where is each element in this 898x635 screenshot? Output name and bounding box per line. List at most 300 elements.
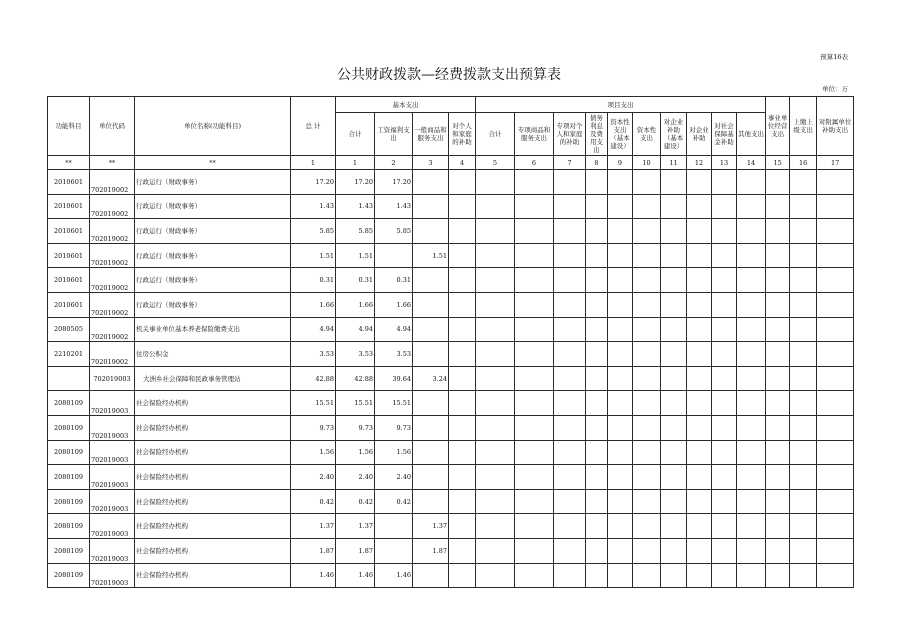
column-group-project-expenditure: 项目支出 bbox=[476, 97, 766, 113]
cell-enterprise bbox=[687, 219, 712, 244]
cell-enterprise-construction bbox=[661, 538, 687, 563]
cell-unit-name: 行政运行（财政事务） bbox=[135, 170, 291, 195]
cell-unit-name: 行政运行（财政事务） bbox=[135, 268, 291, 293]
table-row bbox=[48, 268, 854, 293]
cell-special-goods bbox=[515, 489, 554, 514]
cell-capital bbox=[633, 243, 661, 268]
cell-unit-name: 社会保险经办机构 bbox=[135, 514, 291, 539]
cell-enterprise-construction bbox=[661, 391, 687, 416]
unit-note: 单位：万 bbox=[822, 85, 848, 93]
cell-debt-interest bbox=[586, 170, 608, 195]
column-header-other: 其他支出 bbox=[737, 113, 766, 156]
cell-subsidiary-subsidy bbox=[817, 538, 854, 563]
column-index-cell: 1 bbox=[336, 156, 375, 170]
cell-basic-total: 1.66 bbox=[336, 292, 375, 317]
column-header-special-personal: 专项对个人和家庭的补助 bbox=[554, 113, 586, 156]
cell-debt-interest bbox=[586, 243, 608, 268]
cell-func-subject: 2080505 bbox=[48, 317, 90, 342]
cell-social-security-fund bbox=[712, 366, 737, 391]
column-header-capital-construction: 资本性支出（基本建设） bbox=[608, 113, 633, 156]
cell-unit-code: 702019003 bbox=[90, 563, 135, 588]
cell-enterprise bbox=[687, 391, 712, 416]
cell-salary-welfare: 1.46 bbox=[375, 563, 413, 588]
cell-capital-construction bbox=[608, 538, 633, 563]
cell-project-total bbox=[476, 489, 515, 514]
cell-project-total bbox=[476, 391, 515, 416]
cell-project-total bbox=[476, 268, 515, 293]
cell-func-subject: 2080109 bbox=[48, 514, 90, 539]
cell-business-operation bbox=[766, 342, 790, 367]
cell-other bbox=[737, 415, 766, 440]
cell-unit-code: 702019003 bbox=[90, 465, 135, 490]
cell-enterprise bbox=[687, 440, 712, 465]
cell-social-security-fund bbox=[712, 194, 737, 219]
column-header-enterprise: 对企业补助 bbox=[687, 113, 712, 156]
cell-unit-name: 社会保险经办机构 bbox=[135, 440, 291, 465]
cell-social-security-fund bbox=[712, 292, 737, 317]
cell-business-operation bbox=[766, 219, 790, 244]
cell-salary-welfare: 0.42 bbox=[375, 489, 413, 514]
cell-social-security-fund bbox=[712, 170, 737, 195]
column-index-cell: 9 bbox=[608, 156, 633, 170]
cell-func-subject: 2010601 bbox=[48, 292, 90, 317]
cell-personal-family bbox=[449, 243, 476, 268]
cell-enterprise bbox=[687, 538, 712, 563]
cell-business-operation bbox=[766, 194, 790, 219]
cell-total: 5.85 bbox=[291, 219, 336, 244]
cell-project-total bbox=[476, 219, 515, 244]
cell-enterprise-construction bbox=[661, 465, 687, 490]
cell-capital-construction bbox=[608, 317, 633, 342]
column-header-enterprise-construction: 对企业补助（基本建设） bbox=[661, 113, 687, 156]
cell-salary-welfare: 9.73 bbox=[375, 415, 413, 440]
column-header-total: 总 计 bbox=[291, 97, 336, 156]
cell-project-total bbox=[476, 465, 515, 490]
cell-subsidiary-subsidy bbox=[817, 391, 854, 416]
cell-personal-family bbox=[449, 170, 476, 195]
cell-total: 0.31 bbox=[291, 268, 336, 293]
table-row bbox=[48, 391, 854, 416]
cell-other bbox=[737, 342, 766, 367]
cell-basic-total: 5.85 bbox=[336, 219, 375, 244]
budget-table bbox=[47, 96, 854, 588]
cell-salary-welfare: 0.31 bbox=[375, 268, 413, 293]
cell-debt-interest bbox=[586, 415, 608, 440]
cell-goods-services: 1.37 bbox=[413, 514, 449, 539]
cell-special-goods bbox=[515, 440, 554, 465]
cell-remit-superior bbox=[790, 391, 817, 416]
cell-business-operation bbox=[766, 514, 790, 539]
cell-personal-family bbox=[449, 391, 476, 416]
cell-special-goods bbox=[515, 268, 554, 293]
cell-special-personal bbox=[554, 292, 586, 317]
cell-salary-welfare: 5.85 bbox=[375, 219, 413, 244]
column-index-cell: 6 bbox=[515, 156, 554, 170]
cell-subsidiary-subsidy bbox=[817, 465, 854, 490]
table-row bbox=[48, 465, 854, 490]
cell-goods-services bbox=[413, 415, 449, 440]
cell-social-security-fund bbox=[712, 391, 737, 416]
cell-personal-family bbox=[449, 219, 476, 244]
cell-capital-construction bbox=[608, 219, 633, 244]
cell-special-personal bbox=[554, 219, 586, 244]
cell-enterprise-construction bbox=[661, 194, 687, 219]
cell-basic-total: 1.87 bbox=[336, 538, 375, 563]
cell-business-operation bbox=[766, 489, 790, 514]
cell-debt-interest bbox=[586, 465, 608, 490]
cell-special-personal bbox=[554, 415, 586, 440]
cell-subsidiary-subsidy bbox=[817, 440, 854, 465]
table-row bbox=[48, 170, 854, 195]
cell-debt-interest bbox=[586, 366, 608, 391]
cell-basic-total: 15.51 bbox=[336, 391, 375, 416]
cell-subsidiary-subsidy bbox=[817, 170, 854, 195]
cell-debt-interest bbox=[586, 268, 608, 293]
cell-other bbox=[737, 243, 766, 268]
cell-unit-code: 702019002 bbox=[90, 243, 135, 268]
cell-unit-name: 社会保险经办机构 bbox=[135, 415, 291, 440]
cell-other bbox=[737, 194, 766, 219]
cell-capital-construction bbox=[608, 366, 633, 391]
cell-total: 4.94 bbox=[291, 317, 336, 342]
cell-enterprise-construction bbox=[661, 170, 687, 195]
column-index-cell: 12 bbox=[687, 156, 712, 170]
table-row bbox=[48, 342, 854, 367]
cell-special-goods bbox=[515, 465, 554, 490]
column-header-goods-services: 一般商品和服务支出 bbox=[413, 113, 449, 156]
cell-special-personal bbox=[554, 243, 586, 268]
cell-salary-welfare: 2.40 bbox=[375, 465, 413, 490]
cell-remit-superior bbox=[790, 489, 817, 514]
cell-subsidiary-subsidy bbox=[817, 243, 854, 268]
cell-total: 1.56 bbox=[291, 440, 336, 465]
cell-capital bbox=[633, 317, 661, 342]
cell-enterprise bbox=[687, 465, 712, 490]
cell-business-operation bbox=[766, 391, 790, 416]
cell-social-security-fund bbox=[712, 538, 737, 563]
table-row bbox=[48, 563, 854, 588]
cell-personal-family bbox=[449, 194, 476, 219]
cell-basic-total: 1.46 bbox=[336, 563, 375, 588]
cell-personal-family bbox=[449, 366, 476, 391]
cell-social-security-fund bbox=[712, 243, 737, 268]
cell-unit-name: 社会保险经办机构 bbox=[135, 538, 291, 563]
cell-unit-name: 社会保险经办机构 bbox=[135, 563, 291, 588]
cell-other bbox=[737, 219, 766, 244]
cell-salary-welfare: 15.51 bbox=[375, 391, 413, 416]
cell-social-security-fund bbox=[712, 342, 737, 367]
column-index-cell: ** bbox=[135, 156, 291, 170]
cell-salary-welfare: 1.56 bbox=[375, 440, 413, 465]
cell-personal-family bbox=[449, 489, 476, 514]
cell-other bbox=[737, 514, 766, 539]
column-index-cell: 7 bbox=[554, 156, 586, 170]
cell-goods-services bbox=[413, 194, 449, 219]
cell-special-personal bbox=[554, 268, 586, 293]
cell-special-personal bbox=[554, 465, 586, 490]
cell-goods-services bbox=[413, 563, 449, 588]
cell-other bbox=[737, 563, 766, 588]
cell-func-subject: 2080109 bbox=[48, 440, 90, 465]
column-header-unit-name: 单位名称(功能科目) bbox=[135, 97, 291, 156]
column-index-cell: ** bbox=[90, 156, 135, 170]
cell-unit-name: 大洲乡社会保障和民政事务管理站 bbox=[135, 366, 291, 391]
cell-enterprise bbox=[687, 292, 712, 317]
table-row bbox=[48, 489, 854, 514]
cell-capital bbox=[633, 268, 661, 293]
column-index-cell: ** bbox=[48, 156, 90, 170]
cell-func-subject: 2080109 bbox=[48, 391, 90, 416]
cell-unit-name: 行政运行（财政事务） bbox=[135, 292, 291, 317]
cell-enterprise bbox=[687, 170, 712, 195]
cell-func-subject: 2010601 bbox=[48, 268, 90, 293]
cell-func-subject: 2210201 bbox=[48, 342, 90, 367]
cell-other bbox=[737, 292, 766, 317]
cell-enterprise bbox=[687, 489, 712, 514]
cell-remit-superior bbox=[790, 415, 817, 440]
cell-debt-interest bbox=[586, 317, 608, 342]
cell-salary-welfare: 4.94 bbox=[375, 317, 413, 342]
cell-unit-code: 702019003 bbox=[90, 366, 135, 391]
cell-debt-interest bbox=[586, 194, 608, 219]
cell-project-total bbox=[476, 317, 515, 342]
cell-business-operation bbox=[766, 563, 790, 588]
cell-salary-welfare: 3.53 bbox=[375, 342, 413, 367]
cell-salary-welfare bbox=[375, 514, 413, 539]
cell-other bbox=[737, 465, 766, 490]
cell-goods-services bbox=[413, 292, 449, 317]
column-header-func-subject: 功能科目 bbox=[48, 97, 90, 156]
cell-business-operation bbox=[766, 268, 790, 293]
cell-capital-construction bbox=[608, 440, 633, 465]
column-index-cell: 17 bbox=[817, 156, 854, 170]
cell-enterprise-construction bbox=[661, 342, 687, 367]
cell-special-personal bbox=[554, 194, 586, 219]
column-header-capital: 资本性支出 bbox=[633, 113, 661, 156]
column-index-cell: 13 bbox=[712, 156, 737, 170]
cell-debt-interest bbox=[586, 514, 608, 539]
cell-capital bbox=[633, 219, 661, 244]
cell-subsidiary-subsidy bbox=[817, 194, 854, 219]
table-row bbox=[48, 415, 854, 440]
cell-func-subject: 2010601 bbox=[48, 219, 90, 244]
cell-goods-services bbox=[413, 219, 449, 244]
cell-unit-name: 行政运行（财政事务） bbox=[135, 194, 291, 219]
cell-special-goods bbox=[515, 538, 554, 563]
cell-capital-construction bbox=[608, 415, 633, 440]
cell-business-operation bbox=[766, 415, 790, 440]
column-header-special-goods: 专项商品和服务支出 bbox=[515, 113, 554, 156]
cell-func-subject bbox=[48, 366, 90, 391]
cell-enterprise bbox=[687, 268, 712, 293]
cell-special-personal bbox=[554, 391, 586, 416]
cell-business-operation bbox=[766, 538, 790, 563]
cell-salary-welfare: 1.66 bbox=[375, 292, 413, 317]
cell-unit-code: 702019003 bbox=[90, 489, 135, 514]
cell-goods-services: 1.87 bbox=[413, 538, 449, 563]
cell-total: 1.66 bbox=[291, 292, 336, 317]
cell-enterprise bbox=[687, 194, 712, 219]
cell-subsidiary-subsidy bbox=[817, 366, 854, 391]
column-header-personal-family: 对个人和家庭的补助 bbox=[449, 113, 476, 156]
table-row bbox=[48, 514, 854, 539]
cell-basic-total: 0.31 bbox=[336, 268, 375, 293]
cell-total: 0.42 bbox=[291, 489, 336, 514]
cell-project-total bbox=[476, 514, 515, 539]
cell-unit-name: 社会保险经办机构 bbox=[135, 391, 291, 416]
cell-social-security-fund bbox=[712, 465, 737, 490]
cell-social-security-fund bbox=[712, 489, 737, 514]
cell-remit-superior bbox=[790, 292, 817, 317]
header-row-index bbox=[48, 156, 854, 170]
column-index-cell: 4 bbox=[449, 156, 476, 170]
cell-other bbox=[737, 538, 766, 563]
cell-social-security-fund bbox=[712, 415, 737, 440]
cell-enterprise-construction bbox=[661, 489, 687, 514]
cell-func-subject: 2010601 bbox=[48, 243, 90, 268]
cell-social-security-fund bbox=[712, 563, 737, 588]
cell-special-personal bbox=[554, 563, 586, 588]
cell-unit-code: 702019002 bbox=[90, 317, 135, 342]
cell-project-total bbox=[476, 440, 515, 465]
cell-remit-superior bbox=[790, 243, 817, 268]
cell-enterprise-construction bbox=[661, 317, 687, 342]
column-index-cell: 16 bbox=[790, 156, 817, 170]
cell-unit-code: 702019002 bbox=[90, 268, 135, 293]
cell-capital-construction bbox=[608, 563, 633, 588]
cell-unit-code: 702019002 bbox=[90, 194, 135, 219]
cell-project-total bbox=[476, 415, 515, 440]
cell-project-total bbox=[476, 194, 515, 219]
cell-debt-interest bbox=[586, 391, 608, 416]
column-index-cell: 8 bbox=[586, 156, 608, 170]
cell-capital bbox=[633, 415, 661, 440]
cell-special-goods bbox=[515, 292, 554, 317]
cell-basic-total: 42.88 bbox=[336, 366, 375, 391]
cell-goods-services: 1.51 bbox=[413, 243, 449, 268]
cell-subsidiary-subsidy bbox=[817, 292, 854, 317]
cell-unit-name: 社会保险经办机构 bbox=[135, 489, 291, 514]
cell-project-total bbox=[476, 538, 515, 563]
cell-unit-code: 702019002 bbox=[90, 219, 135, 244]
cell-total: 2.40 bbox=[291, 465, 336, 490]
cell-capital bbox=[633, 170, 661, 195]
cell-unit-code: 702019003 bbox=[90, 440, 135, 465]
cell-remit-superior bbox=[790, 219, 817, 244]
cell-total: 1.46 bbox=[291, 563, 336, 588]
cell-enterprise bbox=[687, 366, 712, 391]
cell-capital bbox=[633, 514, 661, 539]
cell-subsidiary-subsidy bbox=[817, 317, 854, 342]
cell-basic-total: 17.20 bbox=[336, 170, 375, 195]
cell-subsidiary-subsidy bbox=[817, 219, 854, 244]
cell-project-total bbox=[476, 292, 515, 317]
cell-personal-family bbox=[449, 538, 476, 563]
cell-special-personal bbox=[554, 170, 586, 195]
cell-business-operation bbox=[766, 440, 790, 465]
cell-subsidiary-subsidy bbox=[817, 268, 854, 293]
cell-basic-total: 4.94 bbox=[336, 317, 375, 342]
cell-business-operation bbox=[766, 465, 790, 490]
column-header-salary-welfare: 工资福利支出 bbox=[375, 113, 413, 156]
cell-enterprise-construction bbox=[661, 415, 687, 440]
cell-basic-total: 2.40 bbox=[336, 465, 375, 490]
cell-capital bbox=[633, 489, 661, 514]
cell-enterprise-construction bbox=[661, 292, 687, 317]
cell-salary-welfare bbox=[375, 243, 413, 268]
cell-basic-total: 3.53 bbox=[336, 342, 375, 367]
cell-special-personal bbox=[554, 440, 586, 465]
table-header bbox=[48, 97, 854, 170]
cell-subsidiary-subsidy bbox=[817, 342, 854, 367]
cell-salary-welfare: 17.20 bbox=[375, 170, 413, 195]
cell-enterprise bbox=[687, 243, 712, 268]
cell-capital bbox=[633, 292, 661, 317]
cell-special-personal bbox=[554, 489, 586, 514]
cell-business-operation bbox=[766, 170, 790, 195]
cell-capital bbox=[633, 465, 661, 490]
cell-goods-services bbox=[413, 391, 449, 416]
cell-unit-name: 住房公积金 bbox=[135, 342, 291, 367]
cell-unit-name: 社会保险经办机构 bbox=[135, 465, 291, 490]
cell-special-goods bbox=[515, 194, 554, 219]
cell-basic-total: 1.56 bbox=[336, 440, 375, 465]
cell-enterprise bbox=[687, 514, 712, 539]
cell-special-goods bbox=[515, 366, 554, 391]
cell-capital-construction bbox=[608, 342, 633, 367]
cell-total: 1.51 bbox=[291, 243, 336, 268]
cell-special-goods bbox=[515, 391, 554, 416]
cell-total: 1.87 bbox=[291, 538, 336, 563]
column-index-cell: 14 bbox=[737, 156, 766, 170]
cell-social-security-fund bbox=[712, 317, 737, 342]
cell-basic-total: 1.43 bbox=[336, 194, 375, 219]
cell-total: 1.37 bbox=[291, 514, 336, 539]
cell-capital bbox=[633, 342, 661, 367]
page-title: 公共财政拨款—经费拨款支出预算表 bbox=[337, 67, 561, 83]
cell-special-personal bbox=[554, 366, 586, 391]
table-row bbox=[48, 440, 854, 465]
cell-project-total bbox=[476, 563, 515, 588]
cell-enterprise bbox=[687, 342, 712, 367]
cell-capital-construction bbox=[608, 194, 633, 219]
cell-basic-total: 1.51 bbox=[336, 243, 375, 268]
cell-debt-interest bbox=[586, 219, 608, 244]
cell-unit-code: 702019003 bbox=[90, 514, 135, 539]
cell-personal-family bbox=[449, 292, 476, 317]
cell-enterprise-construction bbox=[661, 243, 687, 268]
cell-social-security-fund bbox=[712, 219, 737, 244]
cell-total: 1.43 bbox=[291, 194, 336, 219]
cell-total: 15.51 bbox=[291, 391, 336, 416]
cell-personal-family bbox=[449, 342, 476, 367]
cell-special-goods bbox=[515, 342, 554, 367]
cell-remit-superior bbox=[790, 170, 817, 195]
cell-enterprise-construction bbox=[661, 440, 687, 465]
cell-goods-services: 3.24 bbox=[413, 366, 449, 391]
cell-basic-total: 0.42 bbox=[336, 489, 375, 514]
cell-special-personal bbox=[554, 538, 586, 563]
cell-remit-superior bbox=[790, 366, 817, 391]
table-row bbox=[48, 194, 854, 219]
column-index-cell: 15 bbox=[766, 156, 790, 170]
cell-debt-interest bbox=[586, 342, 608, 367]
column-index-cell: 10 bbox=[633, 156, 661, 170]
cell-total: 9.73 bbox=[291, 415, 336, 440]
cell-other bbox=[737, 366, 766, 391]
cell-debt-interest bbox=[586, 563, 608, 588]
cell-remit-superior bbox=[790, 514, 817, 539]
